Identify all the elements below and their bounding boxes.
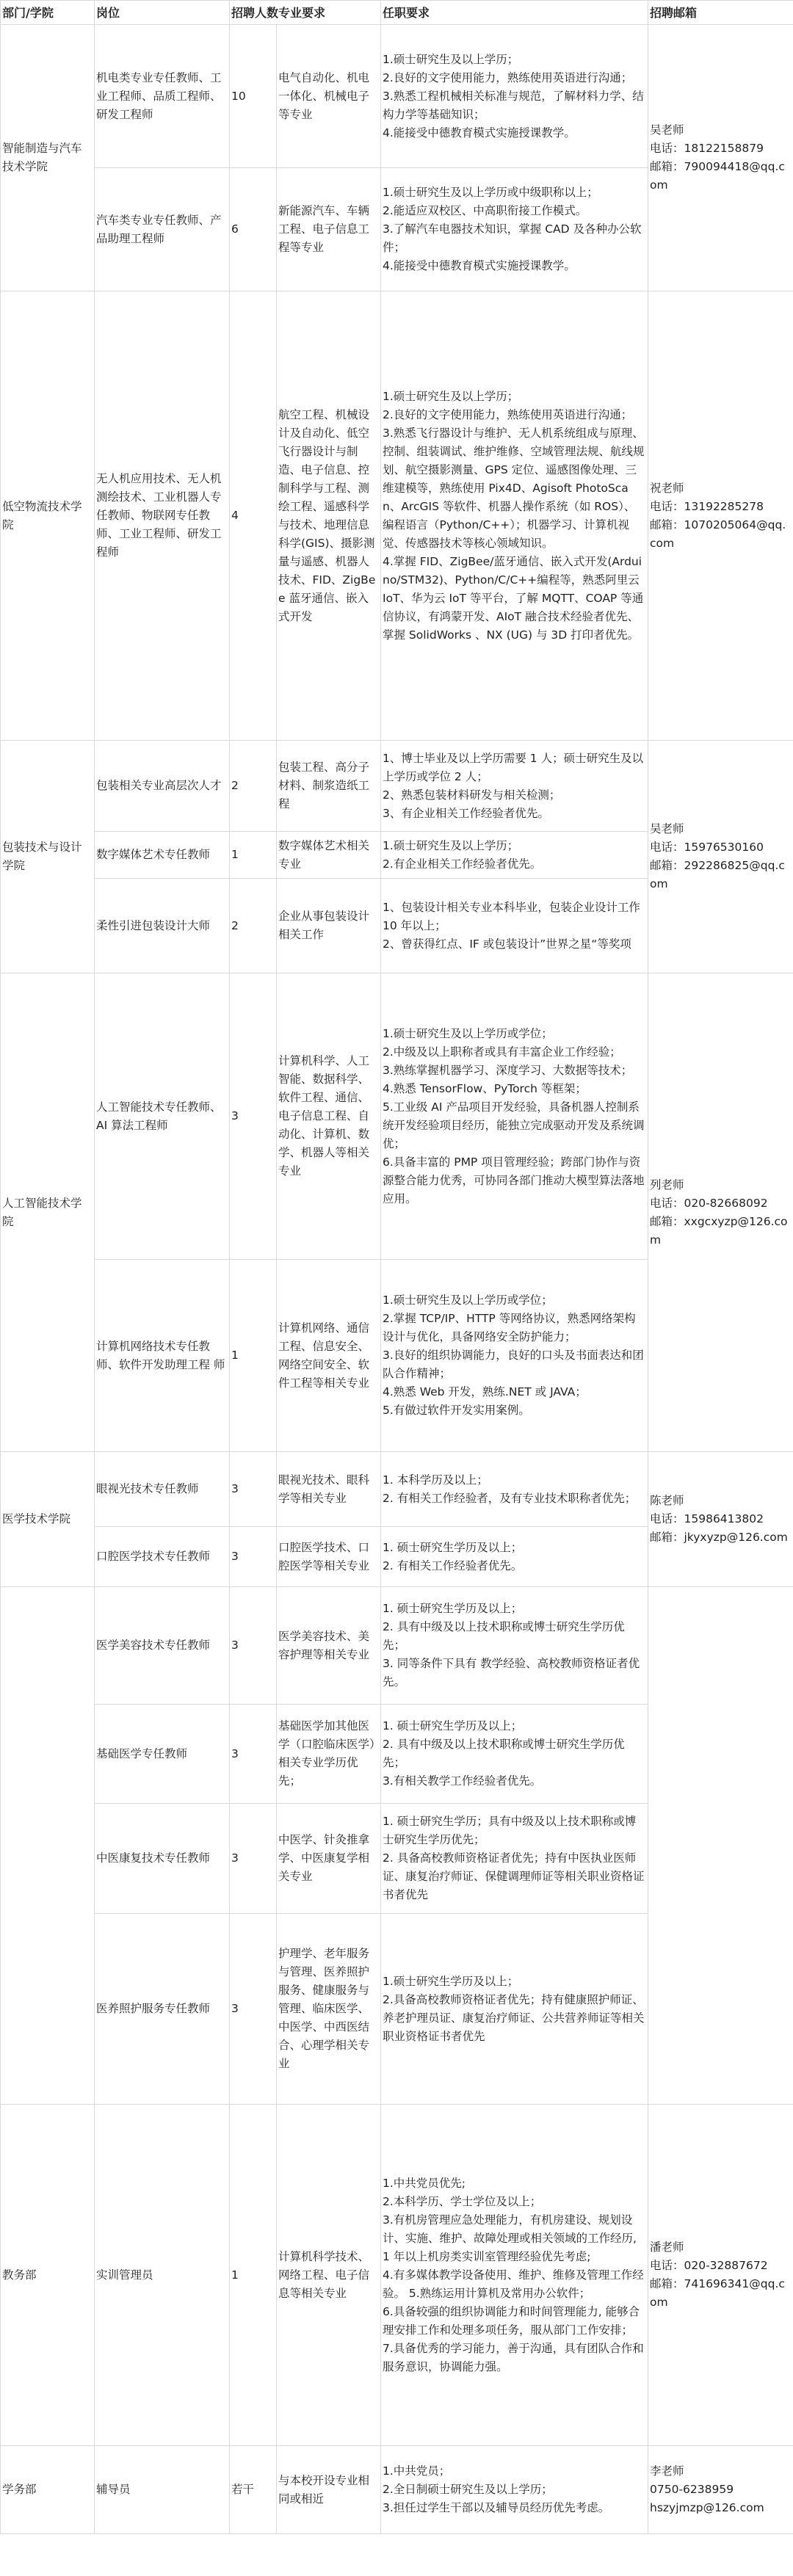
major-cell: 护理学、老年服务与管理、医养照护服务、健康服务与管理、临床医学、中医学、中西医结合、心理学相关专业 [277,1914,381,2105]
major-cell: 口腔医学技术、口腔医学等相关专业 [277,1527,381,1587]
major-cell: 包装工程、高分子材料、制浆造纸工程 [277,741,381,832]
dept-cell: 医学技术学院 [1,1452,95,1587]
count-cell: 3 [230,973,277,1260]
position-cell: 辅导员 [95,2446,230,2534]
table-row [1,2446,793,2534]
table-row [1,741,793,832]
table-header-row [1,1,793,25]
dept-cell-empty [1,1587,95,2105]
requirements-cell: 1. 硕士研究生学历及以上； 2. 具有中级及以上技术职称或博士研究生学历优先； 3.有相关教学工作经验者优先。 [381,1705,648,1804]
count-cell: 3 [230,1527,277,1587]
dept-cell: 学务部 [1,2446,95,2534]
dept-cell: 人工智能技术学院 [1,973,95,1452]
count-cell: 2 [230,741,277,832]
header-dept: 部门/学院 [1,1,95,25]
contact-cell: 潘老师 电话：020-32887672 邮箱：741696341@qq.com [648,2105,793,2446]
major-cell: 计算机网络、通信工程、信息安全、网络空间安全、软件工程等相关专业 [277,1260,381,1452]
position-cell: 实训管理员 [95,2105,230,2446]
requirements-cell: 1.硕士研究生学历及以上； 2.具备高校教师资格证者优先；持有健康照护师证、养老护理员证、康复治疗师证、公共营养师证等相关职业资格证书者优先 [381,1914,648,2105]
contact-cell: 李老师 0750-6238959 hszyjmzp@126.com [648,2446,793,2534]
count-cell: 3 [230,1914,277,2105]
table-row [1,973,793,1260]
position-cell: 机电类专业专任教师、工业工程师、品质工程师、研发工程师 [95,25,230,168]
count-cell: 3 [230,1452,277,1527]
table-row [1,1587,793,1705]
position-cell: 柔性引进包装设计大师 [95,879,230,973]
count-cell: 1 [230,832,277,879]
major-cell: 数字媒体艺术相关专业 [277,832,381,879]
count-cell: 1 [230,1260,277,1452]
table-row [1,2105,793,2446]
requirements-cell: 1.硕士研究生及以上学历或学位； 2.掌握 TCP/IP、HTTP 等网络协议，熟悉网络架构设计与优化，具备网络安全防护能力； 3.良好的组织协调能力，良好的口头及书面表达和团队合作精神； 4.熟悉 Web 开发，熟练.NET 或 JAVA； 5.有做过软件开发实用案例。 [381,1260,648,1452]
position-cell: 基础医学专任教师 [95,1705,230,1804]
requirements-cell: 1、包装设计相关专业本科毕业，包装企业设计工作 10 年以上； 2、曾获得红点、IF 或包装设计”世界之星“等奖项 [381,879,648,973]
dept-cell: 智能制造与汽车技术学院 [1,25,95,291]
major-cell: 计算机科学技术、网络工程、电子信息等相关专业 [277,2105,381,2446]
major-cell: 医学美容技术、美容护理等相关专业 [277,1587,381,1705]
requirements-cell: 1.硕士研究生及以上学历； 2.良好的文字使用能力，熟练使用英语进行沟通； 3.熟悉飞行器设计与维护、无人机系统组成与原理、控制、组装调试、维护维修、空域管理法规、航线规划、航空摄影测量、GPS 定位、遥感图像处理、三维建模等，熟练使用 Pix4D、Agisoft PhotoScan、ArcGIS 等软件、机器人操作系统（如 ROS）、编程语言（Python/C++）；机器学习、计算机视觉、传感器技术等核心领域知识。 4.掌握 FID、ZigBee/蓝牙通信、嵌入式开发(Arduino/STM32)、Python/C/C++编程等，熟悉阿里云 IoT、华为云 IoT 等平台，了解 MQTT、COAP 等通信协议，有鸿蒙开发、AIoT 融合技术经验者优先、掌握 SolidWorks 、NX (UG) 与 3D 打印者优先。 [381,291,648,741]
requirements-cell: 1.硕士研究生及以上学历； 2.良好的文字使用能力，熟练使用英语进行沟通； 3.熟悉工程机械相关标准与规范，了解材料力学、结构力学等基础知识； 4.能接受中德教育模式实施授课教学。 [381,25,648,168]
requirements-cell: 1. 本科学历及以上； 2. 有相关工作经验者，及有专业技术职称者优先； [381,1452,648,1527]
major-cell: 航空工程、机械设计及自动化、低空飞行器设计与制造、电子信息、控制科学与工程、测绘工程、遥感科学与技术、地理信息科学(GIS)、摄影测量与遥感、机器人技术、FID、ZigBee 蓝牙通信、嵌入式开发 [277,291,381,741]
count-cell: 6 [230,168,277,291]
major-cell: 电气自动化、机电一体化、机械电子等专业 [277,25,381,168]
dept-cell: 低空物流技术学院 [1,291,95,741]
count-cell: 3 [230,1705,277,1804]
contact-cell: 列老师 电话：020-82668092 邮箱：xxgcxyzp@126.com [648,973,793,1452]
requirements-cell: 1.硕士研究生及以上学历或中级职称以上； 2.能适应双校区、中高职衔接工作模式。 3.了解汽车电器技术知识，掌握 CAD 及各种办公软件； 4.能接受中德教育模式实施授课教学。 [381,168,648,291]
position-cell: 眼视光技术专任教师 [95,1452,230,1527]
position-cell: 汽车类专业专任教师、产品助理工程师 [95,168,230,291]
position-cell: 口腔医学技术专任教师 [95,1527,230,1587]
major-cell: 企业从事包装设计相关工作 [277,879,381,973]
position-cell: 包装相关专业高层次人才 [95,741,230,832]
contact-cell: 祝老师 电话：13192285278 邮箱：1070205064@qq.com [648,291,793,741]
table-row [1,25,793,168]
count-cell: 10 [230,25,277,168]
major-cell: 基础医学加其他医学（口腔临床医学）相关专业学历优先； [277,1705,381,1804]
contact-cell: 吴老师 电话：18122158879 邮箱：790094418@qq.com [648,25,793,291]
table-row [1,1452,793,1527]
position-cell: 无人机应用技术、无人机测绘技术、工业机器人专任教师、物联网专任教师、工业工程师、研发工程师 [95,291,230,741]
requirements-cell: 1. 硕士研究生学历及以上； 2. 有相关工作经验者优先。 [381,1527,648,1587]
major-cell: 新能源汽车、车辆工程、电子信息工程等专业 [277,168,381,291]
requirements-cell: 1. 硕士研究生学历；具有中级及以上技术职称或博士研究生学历优先； 2. 具备高校教师资格证者优先；持有中医执业医师证、康复治疗师证、保健调理师证等相关职业资格证书者优先 [381,1804,648,1914]
header-requirements: 任职要求 [381,1,648,25]
contact-cell: 陈老师 电话：15986413802 邮箱：jkyxyzp@126.com [648,1452,793,1587]
count-cell: 3 [230,1804,277,1914]
contact-cell: 吴老师 电话：15976530160 邮箱：292286825@qq.com [648,741,793,973]
count-cell: 若干 [230,2446,277,2534]
count-cell: 3 [230,1587,277,1705]
count-cell: 4 [230,291,277,741]
header-major: 专业要求 [278,5,326,20]
dept-cell: 包装技术与设计学院 [1,741,95,973]
header-count-major [230,1,381,25]
header-position: 岗位 [95,1,230,25]
contact-cell-empty [648,1587,793,2105]
requirements-cell: 1.中共党员优先; 2.本科学历、学士学位及以上； 3.有机房管理应急处理能力，有机房建设、规划设计、实施、维护、故障处理或相关领域的工作经历, 1 年以上机房类实训室管理经验优先考虑; 4.有多媒体教学设备使用、维护、维修及管理工作经验。 5.熟练运用计算机及常用办公软件； 6.具备较强的组织协调能力和时间管理能力, 能够合理安排工作和处理多项任务，服从部门工作安排； 7.具备优秀的学习能力，善于沟通，具有团队合作和服务意识，协调能力强。 [381,2105,648,2446]
position-cell: 医学美容技术专任教师 [95,1587,230,1705]
position-cell: 医养照护服务专任教师 [95,1914,230,2105]
requirements-cell: 1. 硕士研究生学历及以上； 2. 具有中级及以上技术职称或博士研究生学历优先； 3. 同等条件下具有 教学经验、高校教师资格证者优先。 [381,1587,648,1705]
position-cell: 人工智能技术专任教师、AI 算法工程师 [95,973,230,1260]
position-cell: 计算机网络技术专任教师、软件开发助理工程 师 [95,1260,230,1452]
header-contact: 招聘邮箱 [648,1,793,25]
major-cell: 眼视光技术、眼科学等相关专业 [277,1452,381,1527]
major-cell: 与本校开设专业相同或相近 [277,2446,381,2534]
requirements-cell: 1.中共党员； 2.全日制硕士研究生及以上学历； 3.担任过学生干部以及辅导员经历优先考虑。 [381,2446,648,2534]
table-row [1,291,793,741]
count-cell: 1 [230,2105,277,2446]
requirements-cell: 1、博士毕业及以上学历需要 1 人；硕士研究生及以上学历或学位 2 人； 2、熟悉包装材料研发与相关检测； 3、有企业相关工作经验者优先。 [381,741,648,832]
requirements-cell: 1.硕士研究生及以上学历或学位； 2.中级及以上职称者或具有丰富企业工作经验； 3.熟练掌握机器学习、深度学习、大数据等技术； 4.熟悉 TensorFlow、PyTorch 等框架； 5.工业级 AI 产品项目开发经验，具备机器人控制系统开发经验项目经历，能独立完成驱动开发及系统调优； 6.具备丰富的 PMP 项目管理经验；跨部门协作与资源整合能力优秀，可协同各部门推动大模型算法落地应用。 [381,973,648,1260]
header-count: 招聘人数 [231,5,279,20]
count-cell: 2 [230,879,277,973]
position-cell: 数字媒体艺术专任教师 [95,832,230,879]
major-cell: 中医学、针灸推拿学、中医康复学相关专业 [277,1804,381,1914]
dept-cell: 教务部 [1,2105,95,2446]
major-cell: 计算机科学、人工智能、数据科学、软件工程、通信、电子信息工程、自动化、计算机、数学、机器人等相关专业 [277,973,381,1260]
requirements-cell: 1.硕士研究生及以上学历； 2.有企业相关工作经验者优先。 [381,832,648,879]
position-cell: 中医康复技术专任教师 [95,1804,230,1914]
